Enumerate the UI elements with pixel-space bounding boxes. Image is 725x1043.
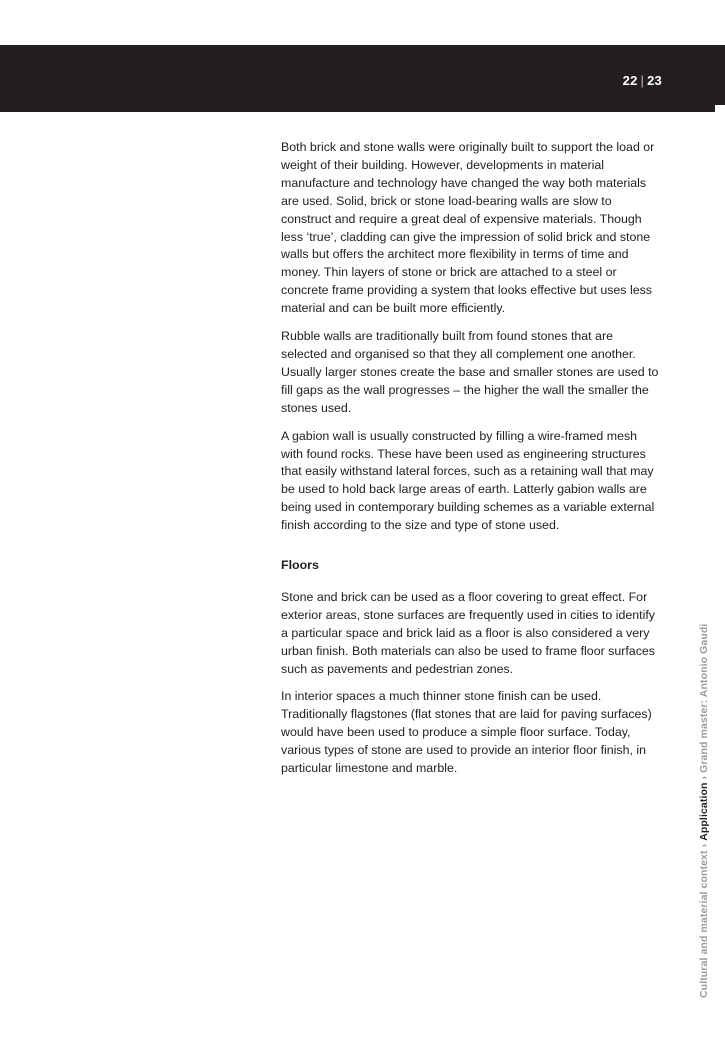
side-nav-cultural-context[interactable]: Cultural and material context — [698, 850, 710, 998]
paragraph-floors-exterior: Stone and brick can be used as a floor covering to great effect. For exterior areas, stone surfaces are frequently used in cities to identify a particular space and brick laid as a floor is also considered a very urban finish. Both materials can also be used to frame floor surfaces such as pavements and pedestrian zones. — [281, 589, 655, 676]
paragraph-rubble-walls: Rubble walls are traditionally built from found stones that are selected and organised so that they all complement one another. Usually larger stones create the base and smaller stones are used to fill gaps as the wall progresses – the higher the wall the smaller the stones used. — [281, 329, 659, 415]
chevron-right-icon: › — [698, 843, 710, 848]
body-text — [281, 139, 661, 788]
paragraph-walls-cladding: Both brick and stone walls were originally built to support the load or weight of their building. However, developments in material manufacture and technology have changed the way both materials are used. Solid, brick or stone load-bearing walls are slow to construct and require a great deal of expensive materials. Though less ‘true’, cladding can give the impression of solid brick and stone walls but offers the architect more flexibility in terms of time and money. Thin layers of stone or brick are attached to a steel or concrete frame providing a system that looks effective but uses less material and can be built more efficiently. — [281, 140, 655, 316]
paragraph-floors-interior: In interior spaces a much thinner stone finish can be used. Traditionally flagstones (flat stones that are laid for paving surfaces) would have been used to produce a simple floor surface. Today, various types of stone are used to provide an interior floor finish, in particular limestone and marble. — [281, 689, 652, 776]
header-tab — [710, 45, 725, 105]
chevron-right-icon: › — [698, 775, 710, 780]
side-nav-application[interactable]: Application — [698, 782, 710, 841]
header-band — [0, 45, 715, 112]
side-navigation — [698, 624, 710, 998]
section-heading-floors: Floors — [281, 558, 319, 573]
page-number-left: 22 — [622, 73, 638, 88]
paragraph-gabion-walls: A gabion wall is usually constructed by filling a wire-framed mesh with found rocks. These have been used as engineering structures that easily withstand lateral forces, such as a retaining wall that may be used to hold back large areas of earth. Latterly gabion walls are being used in contemporary building schemes as a variable external finish according to the size and type of stone used. — [281, 428, 655, 533]
page-number-separator: | — [640, 73, 645, 88]
page-number-right: 23 — [647, 73, 662, 88]
side-nav-grand-master[interactable]: Grand master: Antonio Gaudi — [698, 623, 710, 773]
page-numbers — [623, 73, 662, 88]
